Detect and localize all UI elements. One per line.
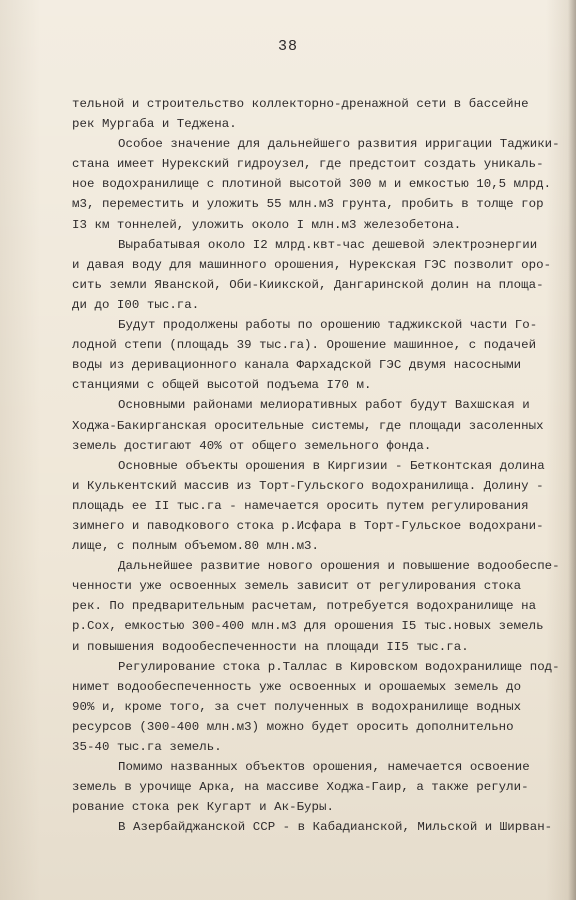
text-line: ное водохранилище с плотиной высотой 300 м и емкостью 10,5 млрд. [72,177,552,192]
text-line: I3 км тоннелей, уложить около I млн.м3 железобетона. [72,217,462,232]
text-line: р.Сох, емкостью 300-400 млн.м3 для орошения I5 тыс.новых земель [72,619,544,634]
text-line: тельной и строительство коллекторно-дренажной сети в бассейне [72,97,529,111]
text-line: стана имеет Нурекский гидроузел, где предстоит создать уникаль- [72,157,544,172]
text-line: Вырабатывая около I2 млрд.квт-час дешевой электроэнергии [118,237,538,252]
text-line: Помимо названных объектов орошения, намечается освоение [118,760,530,775]
text-line: ченности уже освоенных земель зависит от регулирования стока [72,579,522,594]
text-line: станциями с общей высотой подъема I70 м. [72,378,372,393]
text-line: рек Мургаба и Теджена. [72,117,237,132]
page-number: 38 [277,38,298,55]
text-line: В Азербайджанской ССР - в Кабадианской, Мильской и Ширван- [118,820,553,835]
text-line: Особое значение для дальнейшего развития ирригации Таджики- [118,137,560,152]
text-line: ди до I00 тыс.га. [72,297,200,312]
text-line: 90% и, кроме того, за счет полученных в водохранилище водных [72,699,522,714]
text-line: Ходжа-Бакирганская оросительные системы, где площади засоленных [72,418,544,433]
text-line: Основными районами мелиоративных работ будут Вахшская и [118,398,530,413]
text-line: рек. По предварительным расчетам, потребуется водохранилище на [72,599,537,614]
text-line: зимнего и паводкового стока р.Исфара в Торт-Гульское водохрани- [72,518,544,533]
text-line: сить земли Яванской, Оби-Киикской, Дангаринской долин на площа- [72,277,544,292]
text-line: ресурсов (300-400 млн.м3) можно будет оросить дополнительно [72,719,514,734]
text-line: площадь ее II тыс.га - намечается оросить путем регулирования [72,498,529,513]
text-line: лище, с полным объемом.80 млн.м3. [72,539,320,554]
text-line: и повышения водообеспеченности на площади II5 тыс.га. [72,639,469,654]
text-line: нимет водообеспеченность уже освоенных и орошаемых земель до [72,679,522,694]
text-line: 35-40 тыс.га земель. [72,740,222,754]
text-line: Дальнейшее развитие нового орошения и повышение водообеспе- [118,559,560,574]
text-line: земель достигают 40% от общего земельного фонда. [72,438,432,453]
document-body [72,94,576,837]
text-line: и Кулькентский массив из Торт-Гульского водохранилища. Долину - [72,478,544,493]
text-line: Основные объекты орошения в Киргизии - Бетконтская долина [118,458,545,473]
text-line: и давая воду для машинного орошения, Нурекская ГЭС позволит оро- [72,257,552,272]
text-line: м3, переместить и уложить 55 млн.м3 грунта, пробить в толще гор [72,197,544,212]
text-line: Регулирование стока р.Таллас в Кировском водохранилище под- [118,659,560,674]
text-line: рование стока рек Кугарт и Ак-Буры. [72,800,334,815]
text-line: воды из деривационного канала Фархадской ГЭС двумя насосными [72,358,522,373]
text-line: земель в урочище Арка, на массиве Ходжа-Гаир, а также регули- [72,780,529,795]
text-line: лодной степи (площадь 39 тыс.га). Орошение машинное, с подачей [72,338,537,353]
text-line: Будут продолжены работы по орошению таджикской части Го- [118,318,538,333]
